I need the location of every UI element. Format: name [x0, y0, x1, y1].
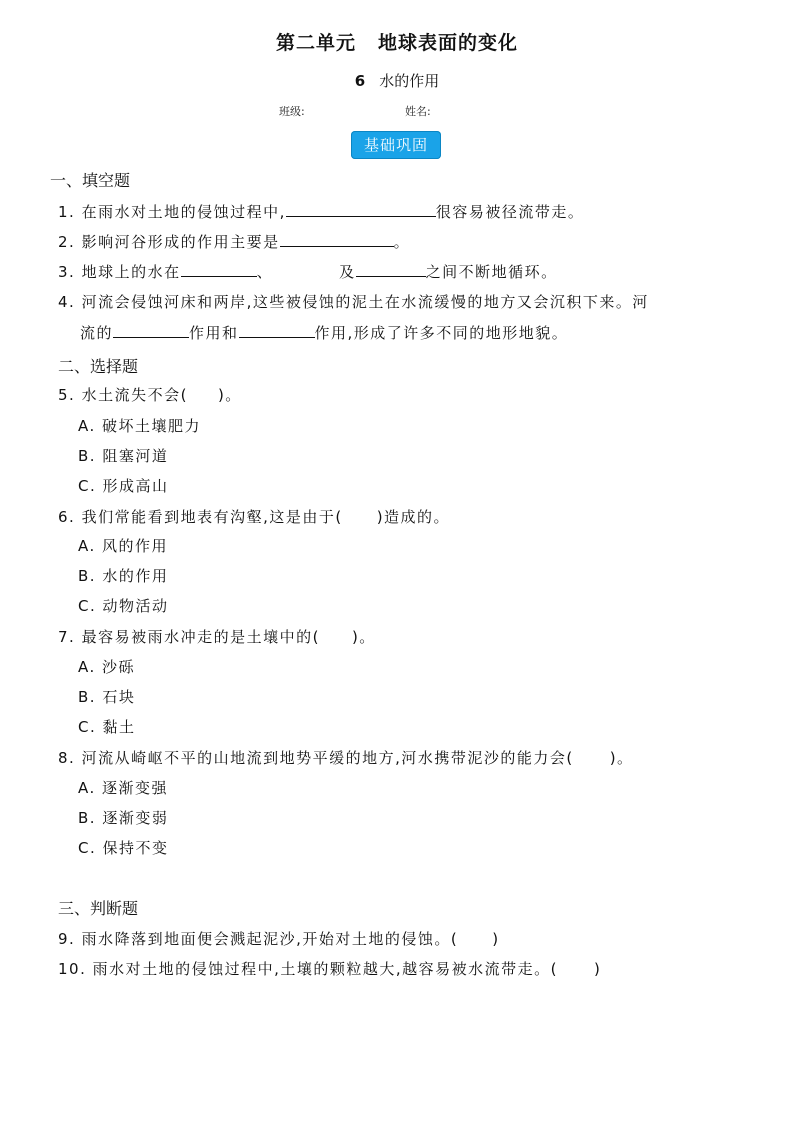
section-fill-heading: 一、填空题 [50, 171, 131, 190]
option-c[interactable]: C. 动物活动 [78, 597, 169, 615]
option-b[interactable]: B. 阻塞河道 [78, 447, 169, 465]
section-badge: 基础巩固 [351, 131, 441, 159]
page-title [0, 28, 794, 55]
option-a[interactable]: A. 逐渐变强 [78, 779, 169, 797]
section-choice-heading: 二、选择题 [58, 357, 139, 376]
section-judge-heading: 三、判断题 [58, 899, 139, 918]
question-8: 8. 河流从崎岖不平的山地流到地势平缓的地方,河水携带泥沙的能力会( )。 [58, 749, 634, 767]
question-9: 9. 雨水降落到地面便会溅起泥沙,开始对土地的侵蚀。( ) [58, 930, 500, 948]
answer-blank[interactable] [286, 202, 436, 217]
question-1: 1. 在雨水对土地的侵蚀过程中, 很容易被径流带走。 [58, 203, 585, 221]
name-label: 姓名: [405, 105, 431, 118]
answer-blank[interactable] [280, 232, 394, 247]
lesson-title [0, 70, 794, 91]
option-a[interactable]: A. 破坏土壤肥力 [78, 417, 202, 435]
question-3: 3. 地球上的水在 、 及 之间不断地循环。 [58, 263, 558, 281]
option-c[interactable]: C. 形成高山 [78, 477, 169, 495]
question-6: 6. 我们常能看到地表有沟壑,这是由于( )造成的。 [58, 508, 451, 526]
answer-blank[interactable] [239, 323, 315, 338]
question-5: 5. 水土流失不会( )。 [58, 386, 242, 404]
option-b[interactable]: B. 逐渐变弱 [78, 809, 169, 827]
class-label: 班级: [279, 105, 305, 118]
option-a[interactable]: A. 风的作用 [78, 537, 169, 555]
topic-label: 地球表面的变化 [378, 32, 519, 54]
question-2: 2. 影响河谷形成的作用主要是 。 [58, 233, 411, 251]
option-b[interactable]: B. 石块 [78, 688, 136, 706]
option-c[interactable]: C. 保持不变 [78, 839, 169, 857]
answer-blank[interactable] [113, 323, 189, 338]
question-10: 10. 雨水对土地的侵蚀过程中,土壤的颗粒越大,越容易被水流带走。( ) [58, 960, 602, 978]
answer-blank[interactable] [356, 262, 426, 277]
option-b[interactable]: B. 水的作用 [78, 567, 169, 585]
answer-blank[interactable] [181, 262, 257, 277]
option-c[interactable]: C. 黏土 [78, 718, 136, 736]
question-4-line-2: 流的 作用和 作用,形成了许多不同的地形地貌。 [80, 324, 569, 342]
question-4-line-1: 4. 河流会侵蚀河床和两岸,这些被侵蚀的泥土在水流缓慢的地方又会沉积下来。河 [58, 293, 649, 311]
unit-label: 第二单元 [275, 32, 356, 54]
option-a[interactable]: A. 沙砾 [78, 658, 136, 676]
lesson-number: 6 [354, 72, 366, 90]
lesson-name: 水的作用 [379, 72, 440, 90]
question-7: 7. 最容易被雨水冲走的是土壤中的( )。 [58, 628, 376, 646]
